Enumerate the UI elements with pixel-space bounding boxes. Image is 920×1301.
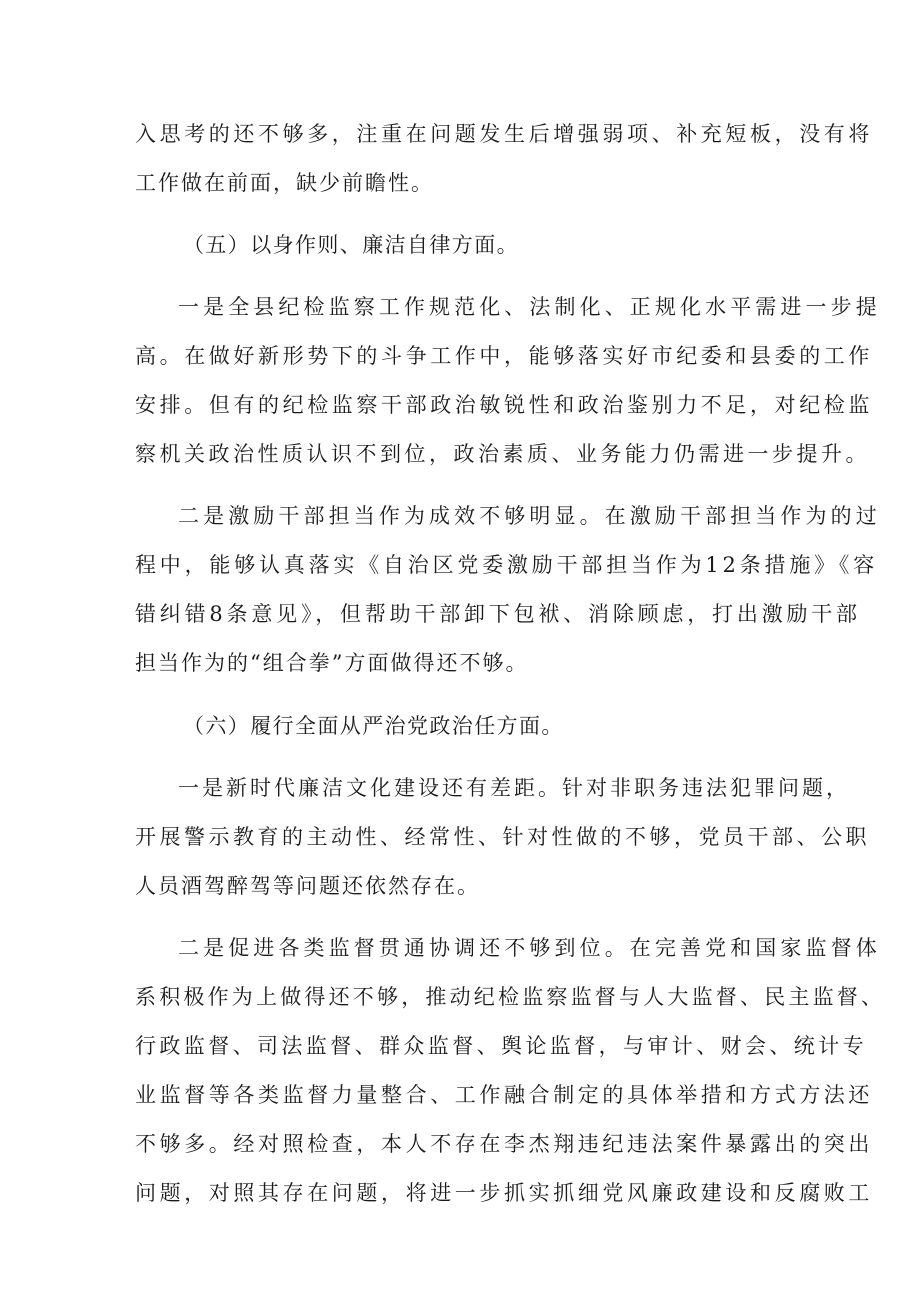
body-line-18: 不够多。经对照检查，本人不存在李杰翔违纪违法案件暴露出的突出 [135,1132,873,1156]
body-line-9: 错纠错8条意见》，但帮助干部卸下包袱、消除顾虑，打出激励干部 [135,602,861,626]
body-line-13: 人员酒驾醉驾等问题还依然存在。 [135,874,480,898]
section-heading-5: （五）以身作则、廉洁自律方面。 [183,233,519,257]
body-line-15: 系积极作为上做得还不够，推动纪检监察监督与人大监督、民主监督、 [135,985,886,1009]
body-line-6: 察机关政治性质认识不到位，政治素质、业务能力仍需进一步提升。 [135,442,870,466]
body-line-19: 问题，对照其存在问题，将进一步抓实抓细党风廉政建设和反腐败工 [135,1181,873,1205]
body-line-11: 一是新时代廉洁文化建设还有差距。针对非职务违法犯罪问题， [178,776,850,800]
body-line-1: 入思考的还不够多，注重在问题发生后增强弱项、补充短板，没有将 [135,122,873,146]
body-line-17: 业监督等各类监督力量整合、工作融合制定的具体举措和方式方法还 [135,1083,873,1107]
body-line-3: 一是全县纪检监察工作规范化、法制化、正规化水平需进一步提 [178,295,881,319]
body-line-2: 工作做在前面，缺少前瞻性。 [135,171,434,195]
body-line-10: 担当作为的“组合拳”方面做得还不够。 [135,651,529,675]
body-line-7: 二是激励干部担当作为成效不够明显。在激励干部担当作为的过 [178,504,881,528]
body-line-8: 程中，能够认真落实《自治区党委激励干部担当作为12条措施》《容 [135,553,879,577]
body-line-16: 行政监督、司法监督、群众监督、舆论监督，与审计、财会、统计专 [135,1034,867,1058]
section-heading-6: （六）履行全面从严治党政治任方面。 [183,714,564,738]
body-line-5: 安排。但有的纪检监察干部政治敏锐性和政治鉴别力不足，对纪检监 [135,393,873,417]
body-line-14: 二是促进各类监督贯通协调还不够到位。在完善党和国家监督体 [178,936,881,960]
body-line-4: 高。在做好新形势下的斗争工作中，能够落实好市纪委和县委的工作 [135,344,873,368]
body-line-12: 开展警示教育的主动性、经常性、针对性做的不够，党员干部、公职 [135,825,870,849]
